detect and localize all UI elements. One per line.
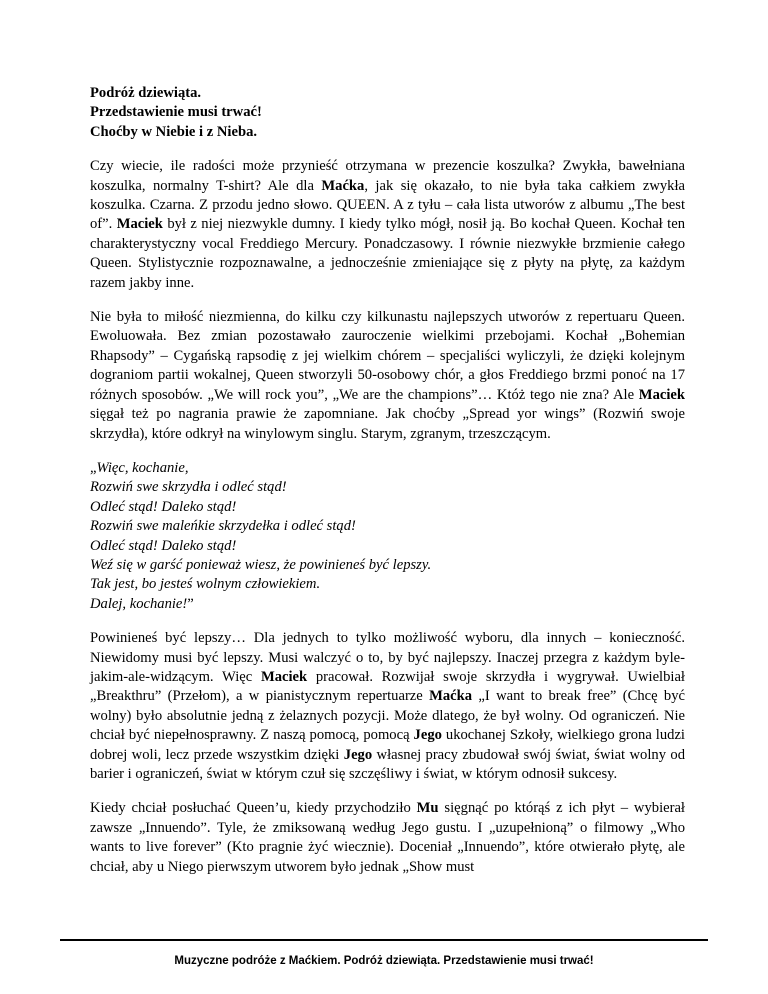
page-footer: Muzyczne podróże z Maćkiem. Podróż dziewiąta. Przedstawienie musi trwać!	[174, 955, 594, 967]
verse-line-3: Odleć stąd! Daleko stąd!	[90, 498, 237, 515]
title-line-3: Choćby w Niebie i z Nieba.	[90, 123, 258, 140]
verse-line-2: Rozwiń swe skrzydła i odleć stąd!	[90, 479, 287, 496]
title-line-1: Podróż dziewiąta.	[90, 85, 202, 101]
verse-line-1: „Więc, kochanie,	[90, 459, 189, 476]
verse-line-6: Weź się w garść ponieważ wiesz, że powinieneś być lepszy.	[90, 556, 432, 573]
title-block	[90, 84, 685, 142]
paragraph-3: Powinieneś być lepszy… Dla jednych to tylko możliwość wyboru, dla innych – konieczność. Niewidomy musi być lepszy. Musi walczyć o to, by być najlepszy. Inaczej przegra z każdym byle-jakim-ale-widzącym. Więc Maciek pracował. Rozwijał swoje skrzydła i wygrywał. Uwielbiał „Breakthru” (Przełom), a w pianistycznym repertuarze Maćka „I want to break free” (Chcę być wolny) było absolutnie jedną z żelaznych pozycji. Może dlatego, że był wolny. Od ograniczeń. Nie chciał być niepełnosprawny. Z naszą pomocą, pomocą Jego ukochanej Szkoły, wielkiego grona ludzi dobrej woli, lecz przede wszystkim dzięki Jego własnej pracy zbudował swój świat, świat wolny od barier i ograniczeń, świat w którym czuł się szczęśliwy i świat, w którym odnosił sukcesy.	[90, 630, 685, 782]
verse-line-4: Rozwiń swe maleńkie skrzydełka i odleć stąd!	[90, 518, 356, 535]
song-quote	[90, 459, 685, 614]
title-line-2: Przedstawienie musi trwać!	[90, 104, 262, 121]
document-body	[90, 84, 685, 892]
verse-line-7: Tak jest, bo jesteś wolnym człowiekiem.	[90, 576, 321, 593]
paragraph-2: Nie była to miłość niezmienna, do kilku czy kilkunastu najlepszych utworów z repertuaru Queen. Ewoluowała. Bez zmian pozostawało zauroczenie wielkimi przebojami. Kochał „Bohemian Rhapsody” – Cygańską rapsodię z jej wielkim chórem – specjaliści wyliczyli, że dzięki kolejnym dograniom partii wokalnej, Queen stworzyli 50-osobowy chór, a głos Freddiego brzmi ponoć na 17 różnych sposobów. „We will rock you”, „We are the champions”… Któż tego nie zna? Ale Maciek sięgał też po nagrania prawie że zapomniane. Jak choćby „Spread yor wings” (Rozwiń swoje skrzydła), które odkrył na winylowym singlu. Starym, zgranym, trzeszczącym.	[90, 309, 685, 442]
paragraph-1: Czy wiecie, ile radości może przynieść otrzymana w prezencie koszulka? Zwykła, bawełniana koszulka, normalny T-shirt? Ale dla Maćka, jak się okazało, to nie była taka całkiem zwykła koszulka. Czarna. Z przodu jedno słowo. QUEEN. A z tyłu – cała lista utworów z albumu „The best of”. Maciek był z niej niezwykle dumny. I kiedy tylko mógł, nosił ją. Bo kochał Queen. Kochał ten charakterystyczny vocal Freddiego Mercury. Ponadczasowy. I równie niezwykłe brzmienie całego Queen. Stylistycznie rozpoznawalne, a jednocześnie zmieniające się z płyty na płytę, za każdym razem jakby inne.	[90, 158, 686, 291]
paragraph-4: Kiedy chciał posłuchać Queen’u, kiedy przychodziło Mu sięgnąć po którąś z ich płyt – wybierał zawsze „Innuendo”. Tyle, że zmiksowaną według Jego gustu. I „uzupełnioną” o filmowy „Who wants to live forever” (Kto pragnie żyć wiecznie). Doceniał „Innuendo”, które otwierało płytę, ale chciał, aby u Niego pierwszym utworem było jednak „Show must	[90, 800, 685, 875]
verse-line-5: Odleć stąd! Daleko stąd!	[90, 537, 237, 554]
footer-divider	[60, 939, 708, 941]
verse-line-8: Dalej, kochanie!”	[90, 595, 194, 612]
